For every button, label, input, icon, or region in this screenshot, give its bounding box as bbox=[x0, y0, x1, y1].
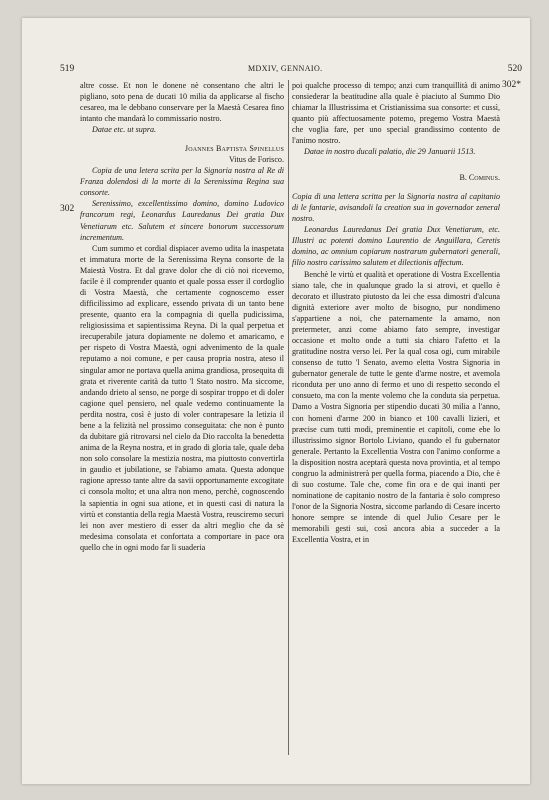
signature-place: Vitus de Forisco. bbox=[228, 155, 284, 165]
page-number-left: 519 bbox=[60, 64, 75, 74]
column-divider bbox=[288, 80, 289, 755]
signature-block bbox=[80, 143, 284, 165]
page-number-right: 520 bbox=[507, 64, 522, 74]
letter-title: Copia de una letera scrita per la Signoria nostra al Re di Franza dolendosi di la morte di la Serenissima Regina sua consorte. bbox=[80, 166, 284, 198]
intro-paragraph: altre cosse. Et non le donene nè consentano che altri le pigliano, soto pena de ducati 10 milia da applicarse al fischo cesareo, ma le debbano conservare per la Maestà Cesarea fino intanto che mandarà lo commissario nostro. bbox=[80, 81, 284, 124]
letter-salutation: Leonardus Lauredanus Dei gratia Dux Venetiarum, etc. Illustri ac potenti domino Laurentio de Anguillara, Ceretis domino, ac omnium copiarum nostrarum gubernatori generali, filio nostro carissimo salutem et dilectionis affectum. bbox=[292, 225, 500, 268]
letter-body: Cum summo et cordial dispiacer avemo udita la inaspetata et immatura morte de la Serenissima Reyna consorte de la Maiestà Vostra. Et dal grave dolor che di ciò noi ricevemo, facile è il comprender quanto et quale possa esser il cordoglio di Vostra Maestà, che certamente cognoscemo esser difficilissimo ad explicare, essendo privata di un tanto bene presente, quanto era la compagnia di quella pudicissima, religiosissima et sapientissima Reyna. Di la qual perpetua et irecuperabile jatura dopiamente ne dolemo et amaricamo, e per rispeto di Vostra Maestà, ogni advenimento de la quale reputamo a noi comune, e per causa propria nostra, ateso il singular amor ne portava quella anima grandiosa, prosequita di grata et riverente carità da tutto 'l Stato nostro. Ma siccome, andando drieto al senso, ne porge di sospirar troppo et di doler cagione quel pensiero, nel quale vedemo continuamente la perdita nostra, così è justo di voler contrapesare la letizia il bene a la felizità nel prossimo conseguitata: che non è punto da dubitare già ritrovarsi nel cielo da Dio raccolta la benedetta anima de la Reyna nostra, et in grado di gloria tale, quale deba non solo consolare la mestizia nostra, ma piuttosto convertirla in gaudio et jubilatione, se l'abiamo amata. Questa adonque ragione apresso tante altre da savii opportunamente excogitate ci consola molto; et una altra non meno, perchè, cognoscendo la sapientia in ogni sua atione, et in questi casi di natura la virtù et constantia della regia Maestà Vostra, reusciremo securi lei non aver mestiero di esser da altri meglio che da sè medesima consolata et confortata a comportare in pace ora quello che in ogni modo far li suaderia bbox=[80, 243, 284, 552]
datae-line: Datae etc. ut supra. bbox=[92, 125, 157, 135]
right-column bbox=[292, 80, 500, 546]
margin-number-left: 302 bbox=[60, 204, 75, 214]
signature: B. Cominus. bbox=[459, 172, 500, 182]
margin-number-right: 302* bbox=[502, 80, 521, 90]
left-column bbox=[80, 80, 284, 553]
datae-line: Datae in nostro ducali palatio, die 29 Januarii 1513. bbox=[304, 147, 476, 157]
letter-body: Benchè le virtù et qualità et operatione di Vostra Excellentia siano tale, che in qualunque grado la si atrovi, et quello è decorato et illustrato piutosto da lei che essa dimostri d'alcuna dignità exteriore aver molto de bisogno, pur nondimeno s'appartiene a noi, che paternamente la amamo, non pretermeter, anzi come abiamo fato sempre, investigar occasione et molto onde a tutti sia chiaro l'afetto et la gratitudine nostra verso lei. Per la qual cosa ogi, cum mirabile consenso de tutto 'l Senato, avemo eletta Vostra Signoria in gubernator generale de tutte le gente d'arme nostre, et avemola riconduta per uno anno di fermo et uno di respetto secondo el consueto, ma con la mente volemo che la conduta sia perpetua. Damo a Vostra Signoria per stipendio ducati 30 milia a l'anno, con homeni d'arme 200 in bianco et 100 cavalli lizieri, et præcise cum tutti modi, preminentie et capitoli, come ebe lo illustrissimo signor Bortolo Liviano, quando el fu gubernator generale. Pertanto la Excellentia Vostra con l'animo conforme a la disposition nostra aceptarà questa nova provintia, et al tempo congruo la administrerà per quella forma, piacendo a Dio, che è di suo costume. Tale che, come fin ora e de qui inanti per nominatione de capitanio nostro de la fantaria è solo compreso l'onor de la Signoria Nostra, siccome parlando di Cesare incerto honore sempre se intende di quel Julio Cesare per le memorabili gesti sui, così ancora abia a succeder a la Excellentia Vostra, et in bbox=[292, 269, 500, 545]
running-title: MDXIV, GENNAIO. bbox=[248, 64, 323, 73]
running-head bbox=[60, 64, 522, 76]
continuation-paragraph: poi qualche processo di tempo; anzi cum tranquillità di animo consiederar la beatitudine alla quale è piaciuto al Summo Dio chiamar la Illustrissima et Cristianissima sua consorte: et cussì, quanto più affectuosamente potemo, pregemo Vostra Maestà che voglia fare, per uno special grandissimo contento de l'animo nostro. bbox=[292, 81, 500, 146]
letter-salutation: Serenissimo, excellentissimo domino, domino Ludovico francorum regi, Leonardus Lauredanus Dei gratia Dux Venetiarum etc. Salutem et sincere bonorum successorum incrementum. bbox=[80, 199, 284, 242]
letter-title: Copia di una lettera scritta per la Signoria nostra al capitanio di le fantarie, avisandoli la creation sua in governador zeneral nostro. bbox=[292, 191, 500, 224]
signature-name: Joannes Baptista Spinellus bbox=[184, 144, 284, 154]
